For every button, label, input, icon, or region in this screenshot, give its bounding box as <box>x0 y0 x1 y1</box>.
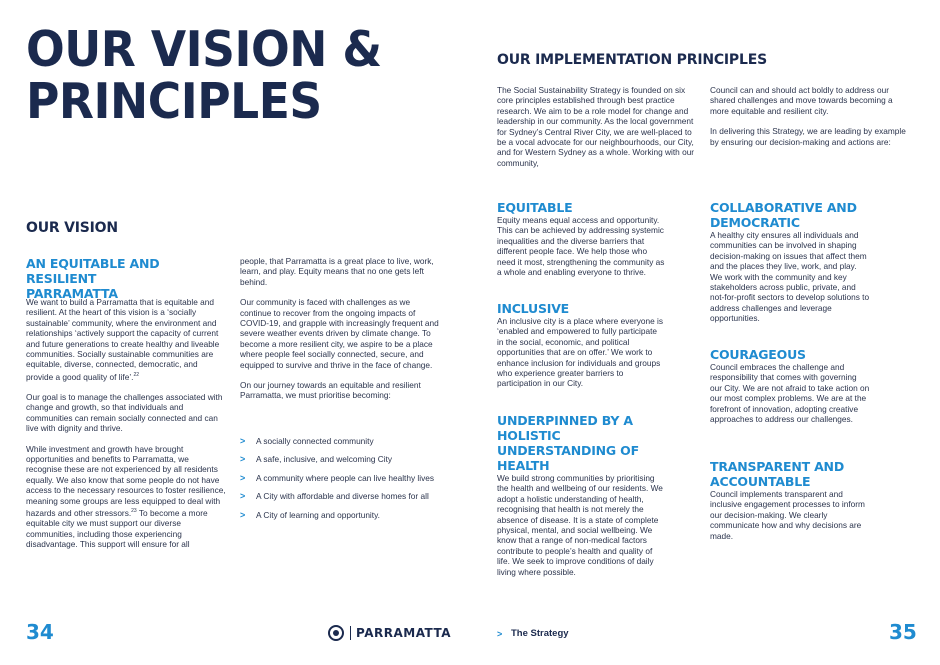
intro-paragraph-1: The Social Sustainability Strategy is founded on six core principles established through best practice research. We aim to be a role model for change and leadership in our community. As the local government for Sydney’s Central River City, we are well-placed to be a vocal advocate for our neighbourhoods, our City, and for Western Sydney as a whole. Working with our community, <box>497 85 695 168</box>
principle-heading-line-2: UNDERSTANDING OF HEALTH <box>497 443 639 473</box>
principle-heading: EQUITABLE <box>497 200 573 215</box>
intro-column-1 <box>497 85 695 178</box>
arrow-icon: > <box>240 472 246 483</box>
intro-paragraph-2: Council can and should act boldly to address our shared challenges and move towards becoming a more equitable and resilient city. <box>710 85 893 116</box>
principle-holistic-health <box>497 413 665 577</box>
principle-collaborative <box>710 200 870 324</box>
principle-heading: COURAGEOUS <box>710 347 806 362</box>
page-number-right: 35 <box>889 620 917 644</box>
vision-subheading-line-1: AN EQUITABLE AND RESILIENT <box>26 256 160 286</box>
principle-text: Council implements transparent and inclusive engagement processes to inform our decision-making. We clearly communicate how and why decisions are made. <box>710 489 865 541</box>
vision-paragraph-1-text: We want to build a Parramatta that is equitable and resilient. At the heart of this vision is a ‘socially sustainable’ community, where the environment and relationships ‘actively support the capacity of current and future generations to create healthy and liveable communities. Socially sustainable communities are equitable, diverse, connected, democratic, and provide a good quality of life’. <box>26 297 220 382</box>
our-vision-heading: OUR VISION <box>26 220 118 236</box>
list-item-text: A City of learning and opportunity. <box>256 509 380 520</box>
list-item-text: A socially connected community <box>256 436 374 446</box>
logo-text: PARRAMATTA <box>356 626 452 640</box>
city-seal-icon <box>328 625 344 641</box>
arrow-icon: > <box>240 491 246 502</box>
arrow-icon: > <box>240 454 246 465</box>
vision-column-1 <box>26 297 226 559</box>
principle-text: An inclusive city is a place where everyone is ‘enabled and empowered to fully participate in the social, economic, and political opportunities that are on offer.’ We work to enhance inclusion for individuals and groups who experience greater barriers to participation in our City. <box>497 316 664 389</box>
principle-heading-line-2: DEMOCRATIC <box>710 215 800 230</box>
footer-label-text: The Strategy <box>511 628 569 639</box>
principle-inclusive <box>497 301 665 389</box>
arrow-icon: > <box>240 436 246 446</box>
list-item <box>240 473 440 483</box>
list-item-text: A City with affordable and diverse homes for all <box>256 491 429 502</box>
arrow-icon: > <box>240 509 246 520</box>
implementation-principles-heading: OUR IMPLEMENTATION PRINCIPLES <box>497 52 767 68</box>
page-title <box>26 21 382 130</box>
intro-column-2 <box>710 85 910 157</box>
footnote-ref: 23 <box>131 508 137 515</box>
vision-paragraph-3a-text: While investment and growth have brought opportunities and benefits to Parramatta, we recognise these are not experienced by all residents equally. We also know that some people do not have access to the necessary resources to foster resilience, meaning some groups are less equipped to deal with hazards and other stressors. <box>26 443 226 518</box>
principle-heading-line-1: UNDERPINNED BY A HOLISTIC <box>497 413 633 443</box>
priorities-list <box>240 436 440 528</box>
vision-paragraph-3b-text: To become a more equitable city we must support our diverse communities, including those experiencing disadvantage. This support will ensure for all <box>26 507 208 550</box>
logo-divider <box>350 626 351 640</box>
arrow-icon: > <box>497 628 503 639</box>
vision-col2-paragraph-2: Our community is faced with challenges as we continue to recover from the ongoing impacts of COVID-19, and grapple with increasingly frequent and severe weather events driven by climate change. To become a more resilient city, we aspire to be a place where people feel socially connected, secure, and equipped to survive and thrive in the face of change. <box>240 297 439 370</box>
list-item-text: A safe, inclusive, and welcoming City <box>256 454 393 465</box>
principle-transparent <box>710 459 870 541</box>
footnote-ref: 22 <box>133 371 140 378</box>
intro-paragraph-3: In delivering this Strategy, we are leading by example by ensuring our decision-making and actions are: <box>710 126 906 147</box>
principle-text: Council embraces the challenge and responsibility that comes with governing our City. We are not afraid to take action on our most complex problems. We are at the forefront of innovation, adopting creative approaches to address our challenges. <box>710 362 870 425</box>
principle-heading-line-1: COLLABORATIVE AND <box>710 200 857 215</box>
vision-col2-paragraph-1: people, that Parramatta is a great place to live, work, learn, and play. Equity means that no one gets left behind. <box>240 256 434 287</box>
principle-heading-line-1: TRANSPARENT AND <box>710 459 844 474</box>
principle-text: Equity means equal access and opportunity. This can be achieved by addressing systemic inequalities and the diverse barriers that different people face. We help those who need it most, strengthening the community as a whole and enabling everyone to thrive. <box>497 215 665 278</box>
vision-subheading-line-2: PARRAMATTA <box>26 286 118 301</box>
principle-text: A healthy city ensures all individuals and communities can be involved in shaping decision-making on issues that affect them and the places they live, work, and play. We work with the community and key stakeholders across public, private, and not-for-profit sectors to develop solutions to address challenges and leverage opportunities. <box>710 230 870 324</box>
principle-text: We build strong communities by prioritising the health and wellbeing of our residents. We adopt a holistic understanding of health, recognising that health is not merely the absence of disease. It is a state of complete physical, mental, and social wellbeing. We know that a range of non-medical factors contribute to people’s health and quality of life. We seek to improve conditions of daily living where possible. <box>497 473 663 577</box>
title-line-2: PRINCIPLES <box>26 73 322 130</box>
footer-strategy-label <box>497 628 569 639</box>
vision-subheading <box>26 256 226 301</box>
list-item <box>240 491 440 501</box>
vision-paragraph-3 <box>26 444 226 550</box>
vision-column-2 <box>240 256 440 411</box>
title-line-1: OUR VISION & <box>26 21 382 78</box>
principle-equitable <box>497 200 665 277</box>
vision-col2-paragraph-3: On our journey towards an equitable and resilient Parramatta, we must prioritise becoming: <box>240 380 421 401</box>
vision-paragraph-2: Our goal is to manage the challenges associated with change and growth, so that individuals and communities can remain socially connected and can live with dignity and thrive. <box>26 392 223 434</box>
list-item <box>240 510 440 520</box>
principle-heading-line-2: ACCOUNTABLE <box>710 474 811 489</box>
list-item <box>240 436 440 446</box>
vision-paragraph-1 <box>26 297 226 382</box>
principle-heading: INCLUSIVE <box>497 301 570 316</box>
parramatta-logo <box>328 625 451 641</box>
list-item-text: A community where people can live healthy lives <box>256 472 435 483</box>
page-number-left: 34 <box>26 620 54 644</box>
list-item <box>240 454 440 464</box>
principle-courageous <box>710 347 870 424</box>
